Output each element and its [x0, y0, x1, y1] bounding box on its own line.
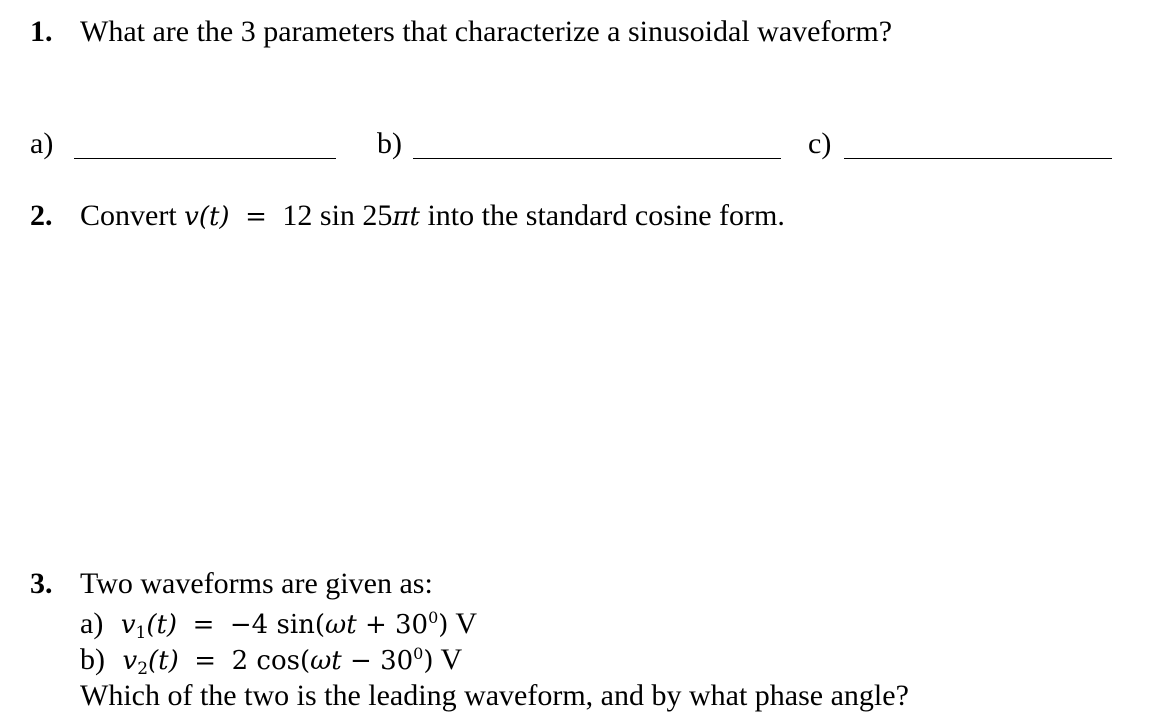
item-a-unit: V — [455, 607, 478, 640]
answer-a-label: a) — [30, 127, 54, 160]
question-2-number: 2. — [30, 199, 53, 232]
answer-b-label: b) — [377, 127, 402, 160]
answer-c-blank[interactable] — [844, 158, 1112, 159]
question-2-tail: into the standard cosine form. — [427, 199, 785, 232]
item-b-func: $v_2(t)$ — [122, 646, 179, 679]
item-a-label: a) — [80, 607, 104, 640]
question-3-item-b — [80, 642, 462, 679]
question-1-text: What are the 3 parameters that characterize a sinusoidal waveform? — [80, 15, 893, 48]
item-b-equals: = — [194, 646, 217, 676]
item-a-expr: −4 $\sin(\omega t + 30^0)$ — [229, 608, 449, 640]
item-a-func: $v_1(t)$ — [120, 610, 178, 643]
question-3-number: 3. — [30, 567, 53, 600]
question-2-text — [80, 198, 785, 235]
question-3-item-a — [80, 606, 477, 643]
question-2-func: v(t) — [184, 202, 230, 232]
item-b-expr: 2 $\cos(\omega t - 30^0)$ — [231, 644, 434, 676]
answer-c-label: c) — [808, 127, 832, 160]
question-2-expr-pi: πt — [392, 202, 420, 232]
answer-b-blank[interactable] — [413, 158, 781, 159]
question-3-text: Two waveforms are given as: — [80, 567, 433, 600]
question-3-prompt: Which of the two is the leading waveform, and by what phase angle? — [80, 679, 909, 712]
answer-a-blank[interactable] — [74, 158, 336, 159]
item-a-equals: = — [192, 610, 215, 640]
question-2-lead: Convert — [80, 199, 177, 232]
question-2-expr-coef: 12 sin 25 — [282, 199, 393, 232]
question-2-equals: = — [245, 202, 267, 232]
item-b-label: b) — [80, 643, 105, 676]
item-b-unit: V — [440, 643, 463, 676]
question-1-number: 1. — [30, 15, 53, 48]
